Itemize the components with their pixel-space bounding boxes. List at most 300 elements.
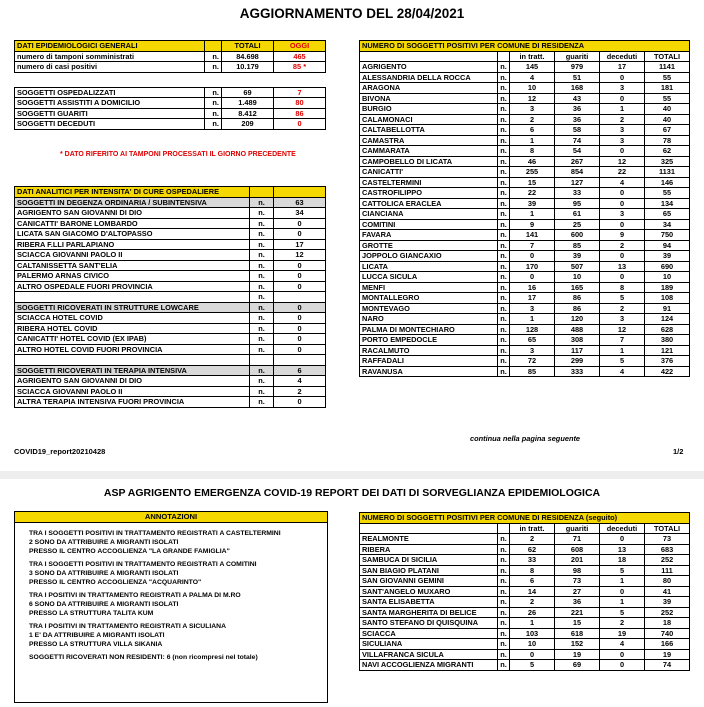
general-data-table bbox=[14, 40, 326, 130]
in-trattamento-value: 0 bbox=[510, 649, 555, 660]
municipality-row bbox=[360, 272, 690, 283]
row-unit: n. bbox=[498, 219, 510, 230]
totali-value: 166 bbox=[645, 639, 690, 650]
totali-value: 80 bbox=[645, 576, 690, 587]
guariti-value: 854 bbox=[555, 167, 600, 178]
row-unit: n. bbox=[498, 649, 510, 660]
annotation-line: 6 SONO DA ATTRIBUIRE A MIGRANTI ISOLATI bbox=[29, 601, 179, 608]
municipality-name: PALMA DI MONTECHIARO bbox=[360, 324, 498, 335]
row-unit: n. bbox=[498, 167, 510, 178]
hospital-unit: n. bbox=[250, 250, 274, 261]
municipality-row bbox=[360, 104, 690, 115]
hospital-data-table bbox=[14, 186, 326, 408]
in-trattamento-value: 0 bbox=[510, 272, 555, 283]
totali-value: 10 bbox=[645, 272, 690, 283]
municipality-row bbox=[360, 586, 690, 597]
deceduti-value: 3 bbox=[600, 209, 645, 220]
general-data-row bbox=[15, 119, 326, 130]
totali-value: 91 bbox=[645, 303, 690, 314]
in-trattamento-value: 1 bbox=[510, 135, 555, 146]
guariti-value: 61 bbox=[555, 209, 600, 220]
row-total: 84.698 bbox=[222, 51, 274, 62]
totali-value: 376 bbox=[645, 356, 690, 367]
totali-value: 40 bbox=[645, 114, 690, 125]
totali-value: 18 bbox=[645, 618, 690, 629]
in-trattamento-value: 5 bbox=[510, 660, 555, 671]
deceduti-value: 4 bbox=[600, 366, 645, 377]
deceduti-value: 0 bbox=[600, 660, 645, 671]
in-trattamento-value: 3 bbox=[510, 345, 555, 356]
totali-value: 1131 bbox=[645, 167, 690, 178]
municipality-name: CALTABELLOTTA bbox=[360, 125, 498, 136]
municipality-row bbox=[360, 660, 690, 671]
hospital-label: AGRIGENTO SAN GIOVANNI DI DIO bbox=[15, 376, 250, 387]
row-unit: n. bbox=[498, 366, 510, 377]
hospital-row bbox=[15, 229, 326, 240]
municipality-row bbox=[360, 345, 690, 356]
municipality-name: SAN GIOVANNI GEMINI bbox=[360, 576, 498, 587]
guariti-value: 54 bbox=[555, 146, 600, 157]
totali-value: 34 bbox=[645, 219, 690, 230]
deceduti-value: 19 bbox=[600, 628, 645, 639]
totali-value: 1141 bbox=[645, 62, 690, 73]
guariti-value: 308 bbox=[555, 335, 600, 346]
guariti-value: 608 bbox=[555, 544, 600, 555]
totali-value: 189 bbox=[645, 282, 690, 293]
row-total: 69 bbox=[222, 87, 274, 98]
hospital-label: RIBERA F.LLI PARLAPIANO bbox=[15, 239, 250, 250]
in-trattamento-value: 10 bbox=[510, 639, 555, 650]
row-today: 465 bbox=[274, 51, 326, 62]
guariti-value: 39 bbox=[555, 251, 600, 262]
hospital-label: ALTRO HOTEL COVID FUORI PROVINCIA bbox=[15, 344, 250, 355]
municipality-row bbox=[360, 188, 690, 199]
hospital-value: 0 bbox=[274, 218, 326, 229]
annotation-line: PRESSO LA STRUTTURA VILLA SIKANIA bbox=[29, 641, 163, 648]
in-trattamento-value: 22 bbox=[510, 188, 555, 199]
totali-value: 252 bbox=[645, 555, 690, 566]
row-unit: n. bbox=[498, 639, 510, 650]
guariti-value: 600 bbox=[555, 230, 600, 241]
deceduti-value: 13 bbox=[600, 261, 645, 272]
col-deceduti: deceduti bbox=[600, 51, 645, 62]
hospital-row bbox=[15, 292, 326, 303]
municipality-row bbox=[360, 209, 690, 220]
row-today: 80 bbox=[274, 98, 326, 109]
hospital-unit: n. bbox=[250, 260, 274, 271]
municipality-name: SCIACCA bbox=[360, 628, 498, 639]
municipality-row bbox=[360, 324, 690, 335]
deceduti-value: 4 bbox=[600, 639, 645, 650]
col-guariti: guariti bbox=[555, 51, 600, 62]
hospital-row bbox=[15, 208, 326, 219]
row-unit: n. bbox=[498, 251, 510, 262]
totali-value: 94 bbox=[645, 240, 690, 251]
col-totali: TOTALI bbox=[645, 51, 690, 62]
hospital-row bbox=[15, 397, 326, 408]
annotation-line: PRESSO IL CENTRO ACCOGLIENZA "LA GRANDE FAMIGLIA" bbox=[29, 548, 230, 555]
guariti-value: 27 bbox=[555, 586, 600, 597]
in-trattamento-value: 9 bbox=[510, 219, 555, 230]
hospital-label: SCIACCA GIOVANNI PAOLO II bbox=[15, 386, 250, 397]
totali-value: 39 bbox=[645, 597, 690, 608]
row-unit: n. bbox=[498, 156, 510, 167]
guariti-value: 43 bbox=[555, 93, 600, 104]
municipality-row bbox=[360, 597, 690, 608]
row-unit: n. bbox=[498, 565, 510, 576]
row-unit: n. bbox=[498, 314, 510, 325]
municipality-name: MONTALLEGRO bbox=[360, 293, 498, 304]
deceduti-value: 0 bbox=[600, 534, 645, 545]
municipality-name: CALAMONACI bbox=[360, 114, 498, 125]
hospital-row bbox=[15, 250, 326, 261]
hospital-label: SOGGETTI IN DEGENZA ORDINARIA / SUBINTENSIVA bbox=[15, 197, 250, 208]
guariti-value: 168 bbox=[555, 83, 600, 94]
municipality-name: CAMMARATA bbox=[360, 146, 498, 157]
guariti-value: 267 bbox=[555, 156, 600, 167]
municipality-row bbox=[360, 618, 690, 629]
hospital-row bbox=[15, 271, 326, 282]
totali-value: 740 bbox=[645, 628, 690, 639]
municipality-row bbox=[360, 72, 690, 83]
municipality-row bbox=[360, 639, 690, 650]
hospital-label: SOGGETTI RICOVERATI IN STRUTTURE LOWCARE bbox=[15, 302, 250, 313]
row-unit: n. bbox=[498, 125, 510, 136]
totali-value: 380 bbox=[645, 335, 690, 346]
totali-value: 55 bbox=[645, 72, 690, 83]
hospital-label: ALTRO OSPEDALE FUORI PROVINCIA bbox=[15, 281, 250, 292]
in-trattamento-value: 14 bbox=[510, 586, 555, 597]
in-trattamento-value: 12 bbox=[510, 93, 555, 104]
totali-value: 108 bbox=[645, 293, 690, 304]
row-label: SOGGETTI ASSISTITI A DOMICILIO bbox=[15, 98, 205, 109]
row-unit: n. bbox=[498, 93, 510, 104]
municipality-row bbox=[360, 146, 690, 157]
municipality-row bbox=[360, 230, 690, 241]
municipality-table-continued bbox=[359, 512, 690, 671]
hospital-label: RIBERA HOTEL COVID bbox=[15, 323, 250, 334]
page-title: AGGIORNAMENTO DEL 28/04/2021 bbox=[239, 6, 465, 21]
col-totali: TOTALI bbox=[645, 523, 690, 534]
deceduti-value: 7 bbox=[600, 335, 645, 346]
deceduti-value: 0 bbox=[600, 146, 645, 157]
in-trattamento-value: 0 bbox=[510, 251, 555, 262]
guariti-value: 618 bbox=[555, 628, 600, 639]
guariti-value: 71 bbox=[555, 534, 600, 545]
row-unit: n. bbox=[498, 209, 510, 220]
totali-value: 67 bbox=[645, 125, 690, 136]
in-trattamento-value: 2 bbox=[510, 597, 555, 608]
hospital-unit: n. bbox=[250, 313, 274, 324]
deceduti-value: 9 bbox=[600, 230, 645, 241]
guariti-value: 19 bbox=[555, 649, 600, 660]
municipality-name: GROTTE bbox=[360, 240, 498, 251]
totali-value: 134 bbox=[645, 198, 690, 209]
general-data-row bbox=[15, 87, 326, 98]
deceduti-value: 3 bbox=[600, 314, 645, 325]
municipality-row bbox=[360, 314, 690, 325]
guariti-value: 488 bbox=[555, 324, 600, 335]
deceduti-value: 18 bbox=[600, 555, 645, 566]
row-today: 7 bbox=[274, 87, 326, 98]
totali-value: 74 bbox=[645, 660, 690, 671]
guariti-value: 299 bbox=[555, 356, 600, 367]
hospital-value: 4 bbox=[274, 376, 326, 387]
municipality-row bbox=[360, 114, 690, 125]
row-unit: n. bbox=[498, 230, 510, 241]
municipality-name: NARO bbox=[360, 314, 498, 325]
row-unit: n. bbox=[205, 108, 222, 119]
totali-value: 121 bbox=[645, 345, 690, 356]
in-trattamento-value: 1 bbox=[510, 209, 555, 220]
municipality-row bbox=[360, 93, 690, 104]
totali-value: 55 bbox=[645, 93, 690, 104]
col-in-trattamento: in tratt. bbox=[510, 51, 555, 62]
row-unit: n. bbox=[498, 335, 510, 346]
totali-value: 146 bbox=[645, 177, 690, 188]
row-label: SOGGETTI OSPEDALIZZATI bbox=[15, 87, 205, 98]
hospital-unit: n. bbox=[250, 229, 274, 240]
totali-value: 252 bbox=[645, 607, 690, 618]
row-unit: n. bbox=[498, 303, 510, 314]
in-trattamento-value: 1 bbox=[510, 314, 555, 325]
hospital-value bbox=[274, 292, 326, 303]
hospital-unit: n. bbox=[250, 208, 274, 219]
municipality-row bbox=[360, 135, 690, 146]
municipality-row bbox=[360, 366, 690, 377]
in-trattamento-value: 3 bbox=[510, 104, 555, 115]
deceduti-value: 0 bbox=[600, 251, 645, 262]
annotation-line: 3 SONO DA ATTRIBUIRE A MIGRANTI ISOLATI bbox=[29, 570, 179, 577]
guariti-value: 36 bbox=[555, 104, 600, 115]
totali-value: 111 bbox=[645, 565, 690, 576]
deceduti-value: 3 bbox=[600, 83, 645, 94]
municipality-name: CAMASTRA bbox=[360, 135, 498, 146]
municipality-row bbox=[360, 565, 690, 576]
guariti-value: 73 bbox=[555, 576, 600, 587]
municipality-name: VILLAFRANCA SICULA bbox=[360, 649, 498, 660]
annotations-box bbox=[14, 511, 328, 703]
municipality-row bbox=[360, 198, 690, 209]
hospital-value: 0 bbox=[274, 334, 326, 345]
hospital-row bbox=[15, 334, 326, 345]
hospital-label bbox=[15, 355, 250, 366]
municipality-name: CASTROFILIPPO bbox=[360, 188, 498, 199]
municipality-name: FAVARA bbox=[360, 230, 498, 241]
hospital-unit: n. bbox=[250, 239, 274, 250]
hospital-value: 0 bbox=[274, 313, 326, 324]
row-unit: n. bbox=[498, 555, 510, 566]
hospital-row bbox=[15, 239, 326, 250]
hospital-row bbox=[15, 218, 326, 229]
in-trattamento-value: 17 bbox=[510, 293, 555, 304]
totali-value: 40 bbox=[645, 104, 690, 115]
municipality-name: RAFFADALI bbox=[360, 356, 498, 367]
row-unit: n. bbox=[498, 114, 510, 125]
guariti-value: 507 bbox=[555, 261, 600, 272]
hospital-value: 0 bbox=[274, 281, 326, 292]
totali-value: 78 bbox=[645, 135, 690, 146]
row-unit: n. bbox=[498, 324, 510, 335]
col-deceduti: deceduti bbox=[600, 523, 645, 534]
hospital-row bbox=[15, 365, 326, 376]
deceduti-value: 0 bbox=[600, 198, 645, 209]
guariti-value: 165 bbox=[555, 282, 600, 293]
in-trattamento-value: 2 bbox=[510, 114, 555, 125]
row-unit: n. bbox=[205, 87, 222, 98]
municipality-name: MONTEVAGO bbox=[360, 303, 498, 314]
annotation-line: 1 E' DA ATTRIBUIRE A MIGRANTI ISOLATI bbox=[29, 632, 165, 639]
totali-value: 55 bbox=[645, 188, 690, 199]
municipality-name: CASTELTERMINI bbox=[360, 177, 498, 188]
guariti-value: 10 bbox=[555, 272, 600, 283]
totali-value: 750 bbox=[645, 230, 690, 241]
guariti-value: 58 bbox=[555, 125, 600, 136]
guariti-value: 15 bbox=[555, 618, 600, 629]
row-unit: n. bbox=[498, 544, 510, 555]
row-unit: n. bbox=[498, 146, 510, 157]
municipality-name: BURGIO bbox=[360, 104, 498, 115]
municipality-name: BIVONA bbox=[360, 93, 498, 104]
hospital-value: 63 bbox=[274, 197, 326, 208]
municipality-row bbox=[360, 177, 690, 188]
col-oggi: OGGI bbox=[274, 41, 326, 52]
municipality-row bbox=[360, 251, 690, 262]
hospital-value: 34 bbox=[274, 208, 326, 219]
row-unit: n. bbox=[498, 104, 510, 115]
deceduti-value: 13 bbox=[600, 544, 645, 555]
page-separator bbox=[0, 471, 704, 479]
hospital-value: 0 bbox=[274, 271, 326, 282]
in-trattamento-value: 7 bbox=[510, 240, 555, 251]
in-trattamento-value: 85 bbox=[510, 366, 555, 377]
municipality-name: RACALMUTO bbox=[360, 345, 498, 356]
municipality-row bbox=[360, 261, 690, 272]
municipality-name: SANTA ELISABETTA bbox=[360, 597, 498, 608]
row-today: 0 bbox=[274, 119, 326, 130]
hospital-unit bbox=[250, 355, 274, 366]
municipality-row bbox=[360, 240, 690, 251]
row-unit: n. bbox=[205, 98, 222, 109]
municipality-header-continued: NUMERO DI SOGGETTI POSITIVI PER COMUNE DI RESIDENZA (seguito) bbox=[360, 513, 690, 524]
municipality-name: REALMONTE bbox=[360, 534, 498, 545]
col-guariti: guariti bbox=[555, 523, 600, 534]
row-unit: n. bbox=[498, 282, 510, 293]
municipality-row bbox=[360, 293, 690, 304]
guariti-value: 85 bbox=[555, 240, 600, 251]
municipality-row bbox=[360, 282, 690, 293]
deceduti-value: 2 bbox=[600, 114, 645, 125]
hospital-unit: n. bbox=[250, 386, 274, 397]
in-trattamento-value: 4 bbox=[510, 72, 555, 83]
municipality-row bbox=[360, 576, 690, 587]
deceduti-value: 0 bbox=[600, 188, 645, 199]
row-unit: n. bbox=[498, 618, 510, 629]
guariti-value: 333 bbox=[555, 366, 600, 377]
totali-value: 181 bbox=[645, 83, 690, 94]
municipality-row bbox=[360, 649, 690, 660]
hospital-value: 2 bbox=[274, 386, 326, 397]
municipality-name: CAMPOBELLO DI LICATA bbox=[360, 156, 498, 167]
municipality-name: AGRIGENTO bbox=[360, 62, 498, 73]
in-trattamento-value: 16 bbox=[510, 282, 555, 293]
hospital-value: 0 bbox=[274, 260, 326, 271]
hospital-unit: n. bbox=[250, 334, 274, 345]
in-trattamento-value: 141 bbox=[510, 230, 555, 241]
in-trattamento-value: 1 bbox=[510, 618, 555, 629]
deceduti-value: 2 bbox=[600, 240, 645, 251]
hospital-row bbox=[15, 355, 326, 366]
deceduti-value: 8 bbox=[600, 282, 645, 293]
row-unit: n. bbox=[498, 62, 510, 73]
in-trattamento-value: 8 bbox=[510, 565, 555, 576]
row-unit: n. bbox=[498, 660, 510, 671]
deceduti-value: 3 bbox=[600, 125, 645, 136]
municipality-row bbox=[360, 62, 690, 73]
municipality-header: NUMERO DI SOGGETTI POSITIVI PER COMUNE DI RESIDENZA bbox=[360, 41, 690, 52]
hospital-row bbox=[15, 344, 326, 355]
hospital-unit: n. bbox=[250, 344, 274, 355]
municipality-name: ARAGONA bbox=[360, 83, 498, 94]
in-trattamento-value: 39 bbox=[510, 198, 555, 209]
hospital-label: ALTRA TERAPIA INTENSIVA FUORI PROVINCIA bbox=[15, 397, 250, 408]
hospital-label: SOGGETTI RICOVERATI IN TERAPIA INTENSIVA bbox=[15, 365, 250, 376]
guariti-value: 98 bbox=[555, 565, 600, 576]
municipality-name: CIANCIANA bbox=[360, 209, 498, 220]
deceduti-value: 17 bbox=[600, 62, 645, 73]
hospital-value: 0 bbox=[274, 229, 326, 240]
guariti-value: 74 bbox=[555, 135, 600, 146]
municipality-name: LICATA bbox=[360, 261, 498, 272]
in-trattamento-value: 72 bbox=[510, 356, 555, 367]
general-data-row bbox=[15, 108, 326, 119]
general-note: * DATO RIFERITO AI TAMPONI PROCESSATI IL GIORNO PRECEDENTE bbox=[60, 151, 296, 158]
general-data-header: DATI EPIDEMIOLOGICI GENERALI bbox=[15, 41, 205, 52]
guariti-value: 221 bbox=[555, 607, 600, 618]
spacer-row bbox=[15, 72, 326, 87]
row-total: 1.489 bbox=[222, 98, 274, 109]
hospital-value: 17 bbox=[274, 239, 326, 250]
municipality-name: NAVI ACCOGLIENZA MIGRANTI bbox=[360, 660, 498, 671]
general-data-row bbox=[15, 51, 326, 62]
hospital-label: PALERMO ARNAS CIVICO bbox=[15, 271, 250, 282]
in-trattamento-value: 6 bbox=[510, 125, 555, 136]
hospital-label bbox=[15, 292, 250, 303]
guariti-value: 25 bbox=[555, 219, 600, 230]
deceduti-value: 5 bbox=[600, 607, 645, 618]
deceduti-value: 0 bbox=[600, 586, 645, 597]
guariti-value: 979 bbox=[555, 62, 600, 73]
annotations-header: ANNOTAZIONI bbox=[15, 512, 327, 523]
hospital-row bbox=[15, 260, 326, 271]
row-label: SOGGETTI DECEDUTI bbox=[15, 119, 205, 130]
hospital-unit: n. bbox=[250, 218, 274, 229]
municipality-name: CANICATTI' bbox=[360, 167, 498, 178]
row-unit: n. bbox=[498, 345, 510, 356]
col-totali: TOTALI bbox=[222, 41, 274, 52]
row-unit: n. bbox=[498, 177, 510, 188]
guariti-value: 201 bbox=[555, 555, 600, 566]
hospital-unit: n. bbox=[250, 302, 274, 313]
totali-value: 325 bbox=[645, 156, 690, 167]
totali-value: 73 bbox=[645, 534, 690, 545]
deceduti-value: 1 bbox=[600, 345, 645, 356]
totali-value: 62 bbox=[645, 146, 690, 157]
continued-note: continua nella pagina seguente bbox=[469, 434, 581, 443]
hospital-data-header: DATI ANALITICI PER INTENSITA' DI CURE OSPEDALIERE bbox=[15, 187, 250, 198]
guariti-value: 69 bbox=[555, 660, 600, 671]
deceduti-value: 12 bbox=[600, 324, 645, 335]
